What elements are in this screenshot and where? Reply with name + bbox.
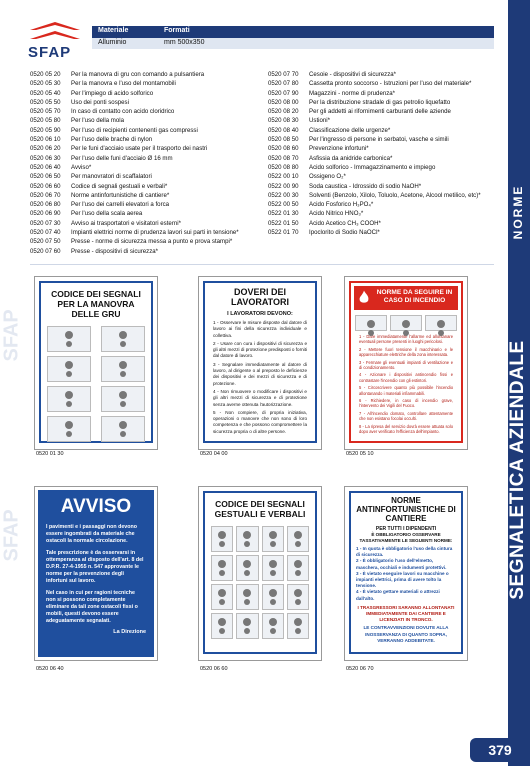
fire-header	[354, 286, 458, 310]
pictogram	[211, 613, 233, 639]
product-description: Solventi (Benzolo, Xilolo, Toluolo, Acetone, Alcool metilico, etc)*	[309, 191, 481, 199]
product-code: 0520 06 40	[30, 163, 61, 171]
product-code: 0522 01 30	[268, 210, 299, 218]
sign-subtitle-1: PER TUTTI I DIPENDENTI	[375, 526, 437, 532]
product-row	[30, 70, 260, 79]
product-row	[30, 116, 260, 125]
product-row	[30, 237, 260, 246]
product-code: 0520 06 70	[30, 191, 61, 199]
pictogram-grid	[205, 521, 315, 644]
sign-title: NORME DA SEGUIRE IN CASO DI INCENDIO	[376, 289, 453, 304]
product-row	[268, 79, 494, 88]
sign-avviso	[34, 486, 158, 661]
sign-title: NORME ANTINFORTUNISTICHE DI CANTIERE	[356, 496, 456, 523]
product-code: 0522 00 90	[268, 182, 299, 190]
product-code: 0522 01 50	[268, 219, 299, 227]
product-row	[30, 144, 260, 153]
product-row	[268, 163, 494, 172]
product-code: 0520 06 50	[30, 173, 61, 181]
product-code: 0520 06 80	[30, 201, 61, 209]
pictogram	[425, 315, 457, 331]
page-number: 379	[470, 738, 530, 762]
product-description: Norme antinfortunistiche di cantiere*	[71, 191, 170, 199]
product-row	[268, 219, 494, 228]
product-description: Per l'uso della scala aerea	[71, 210, 143, 218]
format-label: Formati	[164, 27, 190, 34]
sign-item: 1 - Osservare le misure disposte dal datore di lavoro ai fini della sicurezza individuale e collettiva.	[213, 320, 307, 338]
pictogram	[390, 315, 422, 331]
product-description: Magazzini - norme di prudenza*	[309, 89, 396, 97]
product-row	[268, 89, 494, 98]
sign-item: 4 - Non rimuovere o modificare i dispositivi e gli altri mezzi di sicurezza e di protezione senza averne ottenuta l'autorizzazione.	[213, 388, 307, 407]
product-row	[30, 209, 260, 218]
spec-header	[92, 26, 494, 38]
product-description: Classificazione delle urgenze*	[309, 126, 391, 134]
pictogram	[101, 356, 145, 382]
product-list-left	[30, 70, 260, 256]
pictogram	[211, 584, 233, 610]
product-description: In caso di contatto con acido cloridrico	[71, 108, 175, 116]
product-code: 0520 06 90	[30, 210, 61, 218]
sign-fire-rules	[344, 276, 468, 450]
sign-title: AVVISO	[60, 496, 132, 517]
product-code: 0520 08 30	[268, 117, 299, 125]
spec-row	[92, 38, 494, 49]
pictogram	[262, 526, 284, 552]
product-list-right	[268, 70, 494, 237]
logo-chevron-top	[30, 22, 80, 30]
product-row	[268, 135, 494, 144]
product-row	[30, 89, 260, 98]
sign-warning-1: I TRASGRESSORI SARANNO ALLONTANATI IMMEDIATAMENTE DAI CANTIERE E LICENZIATI IN TRONCO.	[357, 604, 455, 623]
divider	[30, 264, 494, 265]
sign-gesture-signals	[198, 486, 322, 661]
pictogram	[211, 555, 233, 581]
product-row	[30, 79, 260, 88]
sfap-logo	[24, 22, 88, 61]
product-description: Per manovratori di scaffalatori	[71, 173, 152, 181]
product-row	[268, 191, 494, 200]
product-code: 0520 05 40	[30, 89, 61, 97]
product-row	[268, 200, 494, 209]
product-code: 0520 05 90	[30, 126, 61, 134]
product-row	[30, 135, 260, 144]
product-description: Asfissia da anidride carbonica*	[309, 154, 393, 162]
sign-title: CODICE DEI SEGNALI GESTUALI E VERBALI	[214, 499, 306, 519]
product-description: Per l'uso delle brache di nylon	[71, 136, 153, 144]
flame-icon	[358, 290, 370, 305]
avviso-paragraph-1: I pavimenti e i passaggi non devono essere ingombrati da materiale che ostacoli la normale circolazione.	[46, 524, 137, 544]
product-row	[30, 219, 260, 228]
sign-code: 0520 06 70	[346, 666, 374, 672]
product-code: 0520 08 40	[268, 126, 299, 134]
logo-chevron-bottom	[30, 31, 80, 39]
product-row	[30, 200, 260, 209]
avviso-paragraph-3: Nel caso in cui per ragioni tecniche non si possono completamente eliminare da tali zone ostacoli fissi o mobili, questi devono essere adeguatamente segnalati.	[46, 590, 138, 624]
product-description: Ustioni*	[309, 117, 330, 125]
pictogram	[236, 555, 258, 581]
avviso-paragraph-2: Tale prescrizione è da osservarsi in ottemperanza al disposto dell'art. 8 del D.P.R. 27-4-1955 n. 547 approvante le norme per la prevenzione degli infortuni sul lavoro.	[46, 550, 144, 584]
product-description: Per la manovra e l'uso del montamobili	[71, 80, 176, 88]
product-description: Ossigeno O₂*	[309, 173, 346, 181]
product-code: 0520 05 50	[30, 98, 61, 106]
pictogram	[287, 526, 309, 552]
pictogram	[47, 356, 91, 382]
product-description: Per la manovra di gru con comando a pulsantiera	[71, 71, 205, 78]
product-description: Per l'uso della mola	[71, 117, 124, 125]
product-code: 0522 00 30	[268, 191, 299, 199]
pictogram	[47, 386, 91, 412]
sign-item: 2 - È obbligatorio l'uso dell'elmetto, maschera, occhiali e indumenti protettivi.	[356, 558, 447, 570]
product-code: 0520 07 70	[268, 71, 299, 78]
pictogram	[211, 526, 233, 552]
material-value: Alluminio	[98, 39, 127, 46]
sign-worker-duties	[198, 276, 322, 450]
sign-items	[351, 333, 461, 440]
sign-item: 7 - All'incendio domato, controllare attentamente che non esistano focolai occulti.	[359, 410, 453, 422]
product-code: 0520 07 50	[30, 238, 61, 246]
sign-items	[356, 546, 456, 602]
product-row	[268, 98, 494, 107]
product-row	[30, 172, 260, 181]
product-description: Ipoclorito di Sodio NaOCl*	[309, 229, 380, 237]
product-row	[30, 154, 260, 163]
sign-item: 3 - Segnalare immediatamente al datore di lavoro, al dirigente o al preposto le deficienze dei dispositivi e dei mezzi di sicurezza e di protezione.	[213, 361, 307, 386]
sidebar-title: SEGNALETICA AZIENDALE	[507, 340, 528, 600]
product-row	[268, 209, 494, 218]
avviso-signature: La Direzione	[113, 629, 146, 635]
product-row	[268, 107, 494, 116]
product-row	[30, 98, 260, 107]
sign-warning-2: LE CONTRAVVENZIONI DOVUTE ALLA INOSSERVANZA DI QUANTO SOPRA, VERRANNO ADDEBITATE.	[363, 625, 449, 643]
pictogram	[47, 416, 91, 442]
pictogram	[287, 584, 309, 610]
product-row	[268, 116, 494, 125]
pictogram	[262, 613, 284, 639]
watermark-sfap-1: SFAP	[0, 309, 23, 362]
product-row	[30, 126, 260, 135]
pictogram	[262, 584, 284, 610]
product-code: 0520 08 50	[268, 136, 299, 144]
product-description: Per l'uso delle funi d'acciaio Ø 16 mm	[71, 154, 173, 162]
product-code: 0522 00 10	[268, 173, 299, 181]
product-code: 0522 01 70	[268, 229, 299, 237]
product-description: Acido Fosforico H₃PO₄*	[309, 201, 374, 209]
product-description: Cesoie - dispositivi di sicurezza*	[309, 71, 397, 78]
product-code: 0520 07 30	[30, 219, 61, 227]
sign-item: 4 - È vietato gettare materiali o attrezzi dall'alto.	[356, 589, 440, 601]
product-code: 0520 07 40	[30, 229, 61, 237]
fire-pictos	[351, 313, 461, 333]
pictogram	[236, 526, 258, 552]
product-row	[268, 228, 494, 237]
product-description: Avviso ai trasportatori e visitatori esterni*	[71, 219, 181, 227]
pictogram-grid	[41, 321, 151, 447]
product-code: 0520 08 00	[268, 98, 299, 106]
product-code: 0520 06 60	[30, 182, 61, 190]
product-description: Cassetta pronto soccorso - Istruzioni per l'uso del materiale*	[309, 80, 472, 88]
pictogram	[355, 315, 387, 331]
product-description: Soda caustica - Idrossido di sodio NaOH*	[309, 182, 422, 190]
product-description: Impianti elettrici norme di prudenza lavori sui parti in tensione*	[71, 229, 239, 237]
product-code: 0520 06 20	[30, 145, 61, 153]
product-description: Per l'uso di recipienti contenenti gas compressi	[71, 126, 198, 134]
product-description: Per le funi d'acciaio usate per il trasporto dei nastri	[71, 145, 208, 153]
product-row	[30, 163, 260, 172]
material-label: Materiale	[98, 27, 129, 34]
product-row	[30, 182, 260, 191]
sign-item: 8 - La ripresa del servizio dovrà essere attuata solo dopo aver verificato l'efficienza dell'impianto.	[359, 423, 453, 435]
product-description: Per la distribuzione stradale di gas petrolio liquefatto	[309, 98, 451, 106]
sign-item: 1 - Dare immediatamente l'allarme ed allontanare eventuali persone presenti in luoghi pericolosi.	[359, 334, 453, 345]
pictogram	[101, 416, 145, 442]
sign-code: 0520 06 40	[36, 666, 64, 672]
product-code: 0520 08 80	[268, 163, 299, 171]
sign-item: 3 - Fermare gli eventuali impianti di ventilazione e di condizionamento.	[359, 359, 453, 371]
product-code: 0522 00 50	[268, 201, 299, 209]
sign-item: 2 - Mettere fuori tensione il macchinario e le apparecchiature elettriche della zona interessata.	[359, 346, 453, 358]
product-code: 0520 05 30	[30, 80, 61, 88]
sign-items	[205, 317, 315, 440]
product-code: 0520 07 60	[30, 247, 61, 255]
product-row	[30, 228, 260, 237]
format-value: mm 500x350	[164, 39, 205, 46]
sign-item: 5 - Circoscrivere quanto più possibile l'incendio allontanando i materiali infiammabili.	[359, 385, 453, 396]
product-description: Per l'impiego di acido solforico	[71, 89, 154, 97]
product-description: Acido Nitrico HNO₃*	[309, 210, 364, 218]
product-row	[268, 172, 494, 181]
sign-code: 0520 06 60	[200, 666, 228, 672]
product-code: 0520 05 80	[30, 117, 61, 125]
pictogram	[236, 584, 258, 610]
sign-item: 4 - Azionare i dispositivi antincendio fissi e contrastare l'incendio con gli estintori.	[359, 372, 453, 383]
product-row	[268, 182, 494, 191]
watermark-sfap-2: SFAP	[0, 509, 23, 562]
product-description: Codice di segnali gestuali e verbali*	[71, 182, 168, 190]
sign-item: 2 - Usare con cura i dispositivi di sicurezza e gli altri mezzi di protezione predisposti o forniti dal datore di lavoro.	[213, 340, 307, 359]
sign-item: 3 - È vietato eseguire lavori su macchine o impianti elettrici, prima di avere tolto la tensione.	[356, 570, 449, 589]
product-code: 0520 08 70	[268, 154, 299, 162]
pictogram	[287, 613, 309, 639]
pictogram	[287, 555, 309, 581]
product-code: 0520 06 30	[30, 154, 61, 162]
product-code: 0520 05 20	[30, 71, 61, 78]
product-description: Per l'uso dei carrelli elevatori a forca	[71, 201, 170, 209]
product-row	[268, 154, 494, 163]
sign-crane-signals	[34, 276, 158, 450]
pictogram	[47, 326, 91, 352]
sign-title: DOVERI DEI LAVORATORI	[231, 287, 289, 307]
product-code: 0520 08 60	[268, 145, 299, 153]
pictogram	[101, 386, 145, 412]
product-row	[30, 247, 260, 256]
logo-text: SFAP	[28, 44, 72, 61]
product-code: 0520 08 20	[268, 108, 299, 116]
sign-title: CODICE DEI SEGNALI PER LA MANOVRA DELLE GRU	[51, 289, 141, 319]
sign-code: 0520 05 10	[346, 451, 374, 457]
product-description: Acido Acetico CH₃ COOH*	[309, 219, 381, 227]
sign-item: 6 - Richiedere, in caso di incendio grave, l'intervento dei Vigili del Fuoco.	[359, 398, 453, 409]
sidebar-section-label: NORME	[511, 184, 525, 240]
sign-item: 1 - In quota è obbligatorio l'uso della cintura di sicurezza.	[356, 546, 453, 558]
product-code: 0520 06 10	[30, 136, 61, 144]
product-code: 0520 07 90	[268, 89, 299, 97]
sign-subtitle: I LAVORATORI DEVONO:	[227, 311, 293, 317]
product-description: Prevenzione infortuni*	[309, 145, 369, 153]
product-row	[30, 107, 260, 116]
product-description: Avviso*	[71, 163, 92, 171]
product-description: Per gli addetti ai rifornimenti carburanti delle aziende	[309, 108, 451, 116]
product-description: Acido solforico - Immagazzinamento e impiego	[309, 163, 436, 171]
pictogram	[101, 326, 145, 352]
product-code: 0520 05 70	[30, 108, 61, 116]
product-description: Per l'ingresso di persone in serbatoi, vasche e simili	[309, 136, 449, 144]
pictogram	[262, 555, 284, 581]
product-description: Uso dei ponti sospesi	[71, 98, 129, 106]
pictogram	[236, 613, 258, 639]
product-description: Presse - norme di sicurezza messa a punto e prova stampi*	[71, 238, 233, 246]
product-description: Presse - dispositivi di sicurezza*	[71, 247, 159, 255]
sign-code: 0520 04 00	[200, 451, 228, 457]
sign-code: 0520 01 30	[36, 451, 64, 457]
sign-site-safety	[344, 486, 468, 661]
product-row	[30, 191, 260, 200]
product-row	[268, 144, 494, 153]
sign-subtitle-2: È OBBLIGATORIO OSSERVARE TASSATIVAMENTE LE SEGUENTI NORME:	[359, 532, 453, 543]
sign-item: 5 - Non compiere, di propria iniziativa, operazioni o manovre che non sono di loro competenza e che possono compromettere la sicurezza propria o di altre persone.	[213, 409, 307, 434]
product-code: 0520 07 80	[268, 80, 299, 88]
product-row	[268, 70, 494, 79]
product-row	[268, 126, 494, 135]
